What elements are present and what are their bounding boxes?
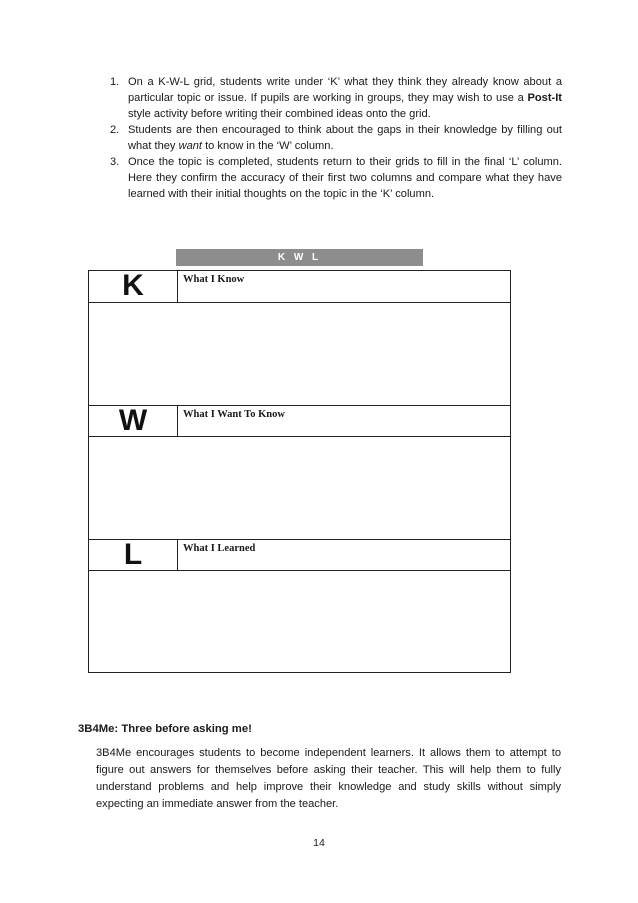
kwl-label-want: What I Want To Know xyxy=(183,409,285,420)
kwl-row-l xyxy=(89,539,510,571)
instruction-list xyxy=(110,74,562,202)
post-it-term: Post-It xyxy=(527,92,562,104)
list-text: On a K-W-L grid, students write under ‘K’ what they think they already know about a particular topic or issue. If pupils are working in groups, they may wish to use a xyxy=(128,76,562,104)
section-title: 3B4Me: Three before asking me! xyxy=(78,723,252,735)
kwl-grid xyxy=(88,270,511,673)
kwl-row-k xyxy=(89,271,510,303)
list-item-3 xyxy=(110,154,562,202)
kwl-banner: K W L xyxy=(176,249,423,266)
kwl-label-learned: What I Learned xyxy=(183,543,256,554)
want-term: want xyxy=(178,140,203,152)
list-text: to know in the ‘W’ column. xyxy=(202,140,334,152)
list-number: 1. xyxy=(110,76,120,88)
kwl-letter-w: W xyxy=(89,406,178,436)
kwl-letter-k: K xyxy=(89,271,178,302)
list-item-1 xyxy=(110,74,562,122)
list-text: style activity before writing their combined ideas onto the grid. xyxy=(128,108,431,120)
section-body: 3B4Me encourages students to become independent learners. It allows them to attempt to figure out answers for themselves before asking their teacher. This will help them to fully understand problems and help improve their knowledge and study skills without simply expecting an immediate answer from the teacher. xyxy=(96,747,561,810)
page-number: 14 xyxy=(313,837,325,849)
list-text: Once the topic is completed, students return to their grids to fill in the final ‘L’ column. Here they confirm the accuracy of their first two columns and compare what they have learned with their initial thoughts on the topic in the ‘K’ column. xyxy=(128,156,562,200)
list-item-2 xyxy=(110,122,562,154)
kwl-label-know: What I Know xyxy=(183,274,245,285)
kwl-letter-l: L xyxy=(89,540,178,570)
list-number: 2. xyxy=(110,124,120,136)
list-number: 3. xyxy=(110,156,120,168)
kwl-row-w xyxy=(89,405,510,437)
list-text: Students are then encouraged to think about the gaps in their knowledge by filling out what they xyxy=(128,124,562,152)
